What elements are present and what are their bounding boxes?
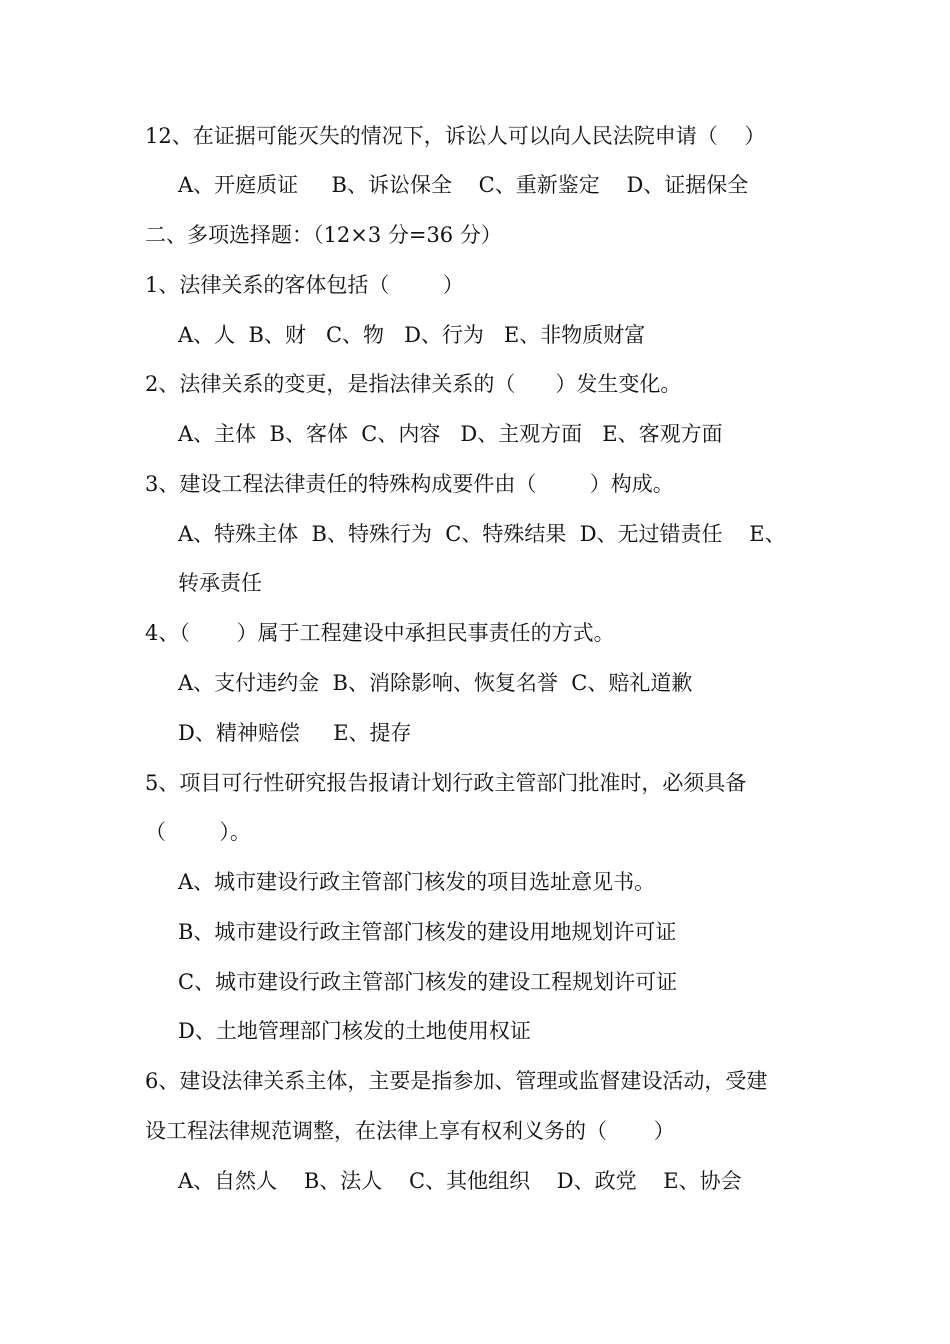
question-3-options: A、特殊主体 B、特殊行为 C、特殊结果 D、无过错责任 E、: [178, 522, 786, 546]
question-2-text: 2、法律关系的变更，是指法律关系的（ ）发生变化。: [145, 372, 682, 396]
question-6-text-cont: 设工程法律规范调整，在法律上享有权利义务的（ ）: [145, 1119, 675, 1143]
question-3-text: 3、建设工程法律责任的特殊构成要件由（ ）构成。: [145, 472, 674, 496]
question-6-text: 6、建设法律关系主体，主要是指参加、管理或监督建设活动，受建: [145, 1069, 768, 1093]
question-5-text: 5、项目可行性研究报告报请计划行政主管部门批准时，必须具备: [145, 771, 747, 795]
question-6-options: A、自然人 B、法人 C、其他组织 D、政党 E、协会: [178, 1169, 742, 1193]
question-12-text: 12、在证据可能灭失的情况下，诉讼人可以向人民法院申请（ ）: [145, 124, 766, 148]
question-5-option-b: B、城市建设行政主管部门核发的建设用地规划许可证: [178, 920, 677, 944]
question-3-options-cont: 转承责任: [178, 571, 262, 595]
question-4-options-cont: D、精神赔偿 E、提存: [178, 721, 412, 745]
question-5-option-a: A、城市建设行政主管部门核发的项目选址意见书。: [178, 870, 656, 894]
question-1-options: A、人 B、财 C、物 D、行为 E、非物质财富: [178, 323, 646, 347]
question-12-options: A、开庭质证 B、诉讼保全 C、重新鉴定 D、证据保全: [178, 173, 749, 197]
question-5-option-d: D、土地管理部门核发的土地使用权证: [178, 1019, 531, 1043]
question-5-option-c: C、城市建设行政主管部门核发的建设工程规划许可证: [178, 970, 678, 994]
question-4-text: 4、（ ）属于工程建设中承担民事责任的方式。: [145, 621, 615, 645]
question-4-options: A、支付违约金 B、消除影响、恢复名誉 C、赔礼道歉: [178, 671, 693, 695]
section-heading-multiple-choice: 二、多项选择题：（12×3 分=36 分）: [145, 223, 502, 247]
question-2-options: A、主体 B、客体 C、内容 D、主观方面 E、客观方面: [178, 422, 723, 446]
question-1-text: 1、法律关系的客体包括（ ）: [145, 273, 464, 297]
question-5-text-cont: （ ）。: [145, 820, 251, 844]
